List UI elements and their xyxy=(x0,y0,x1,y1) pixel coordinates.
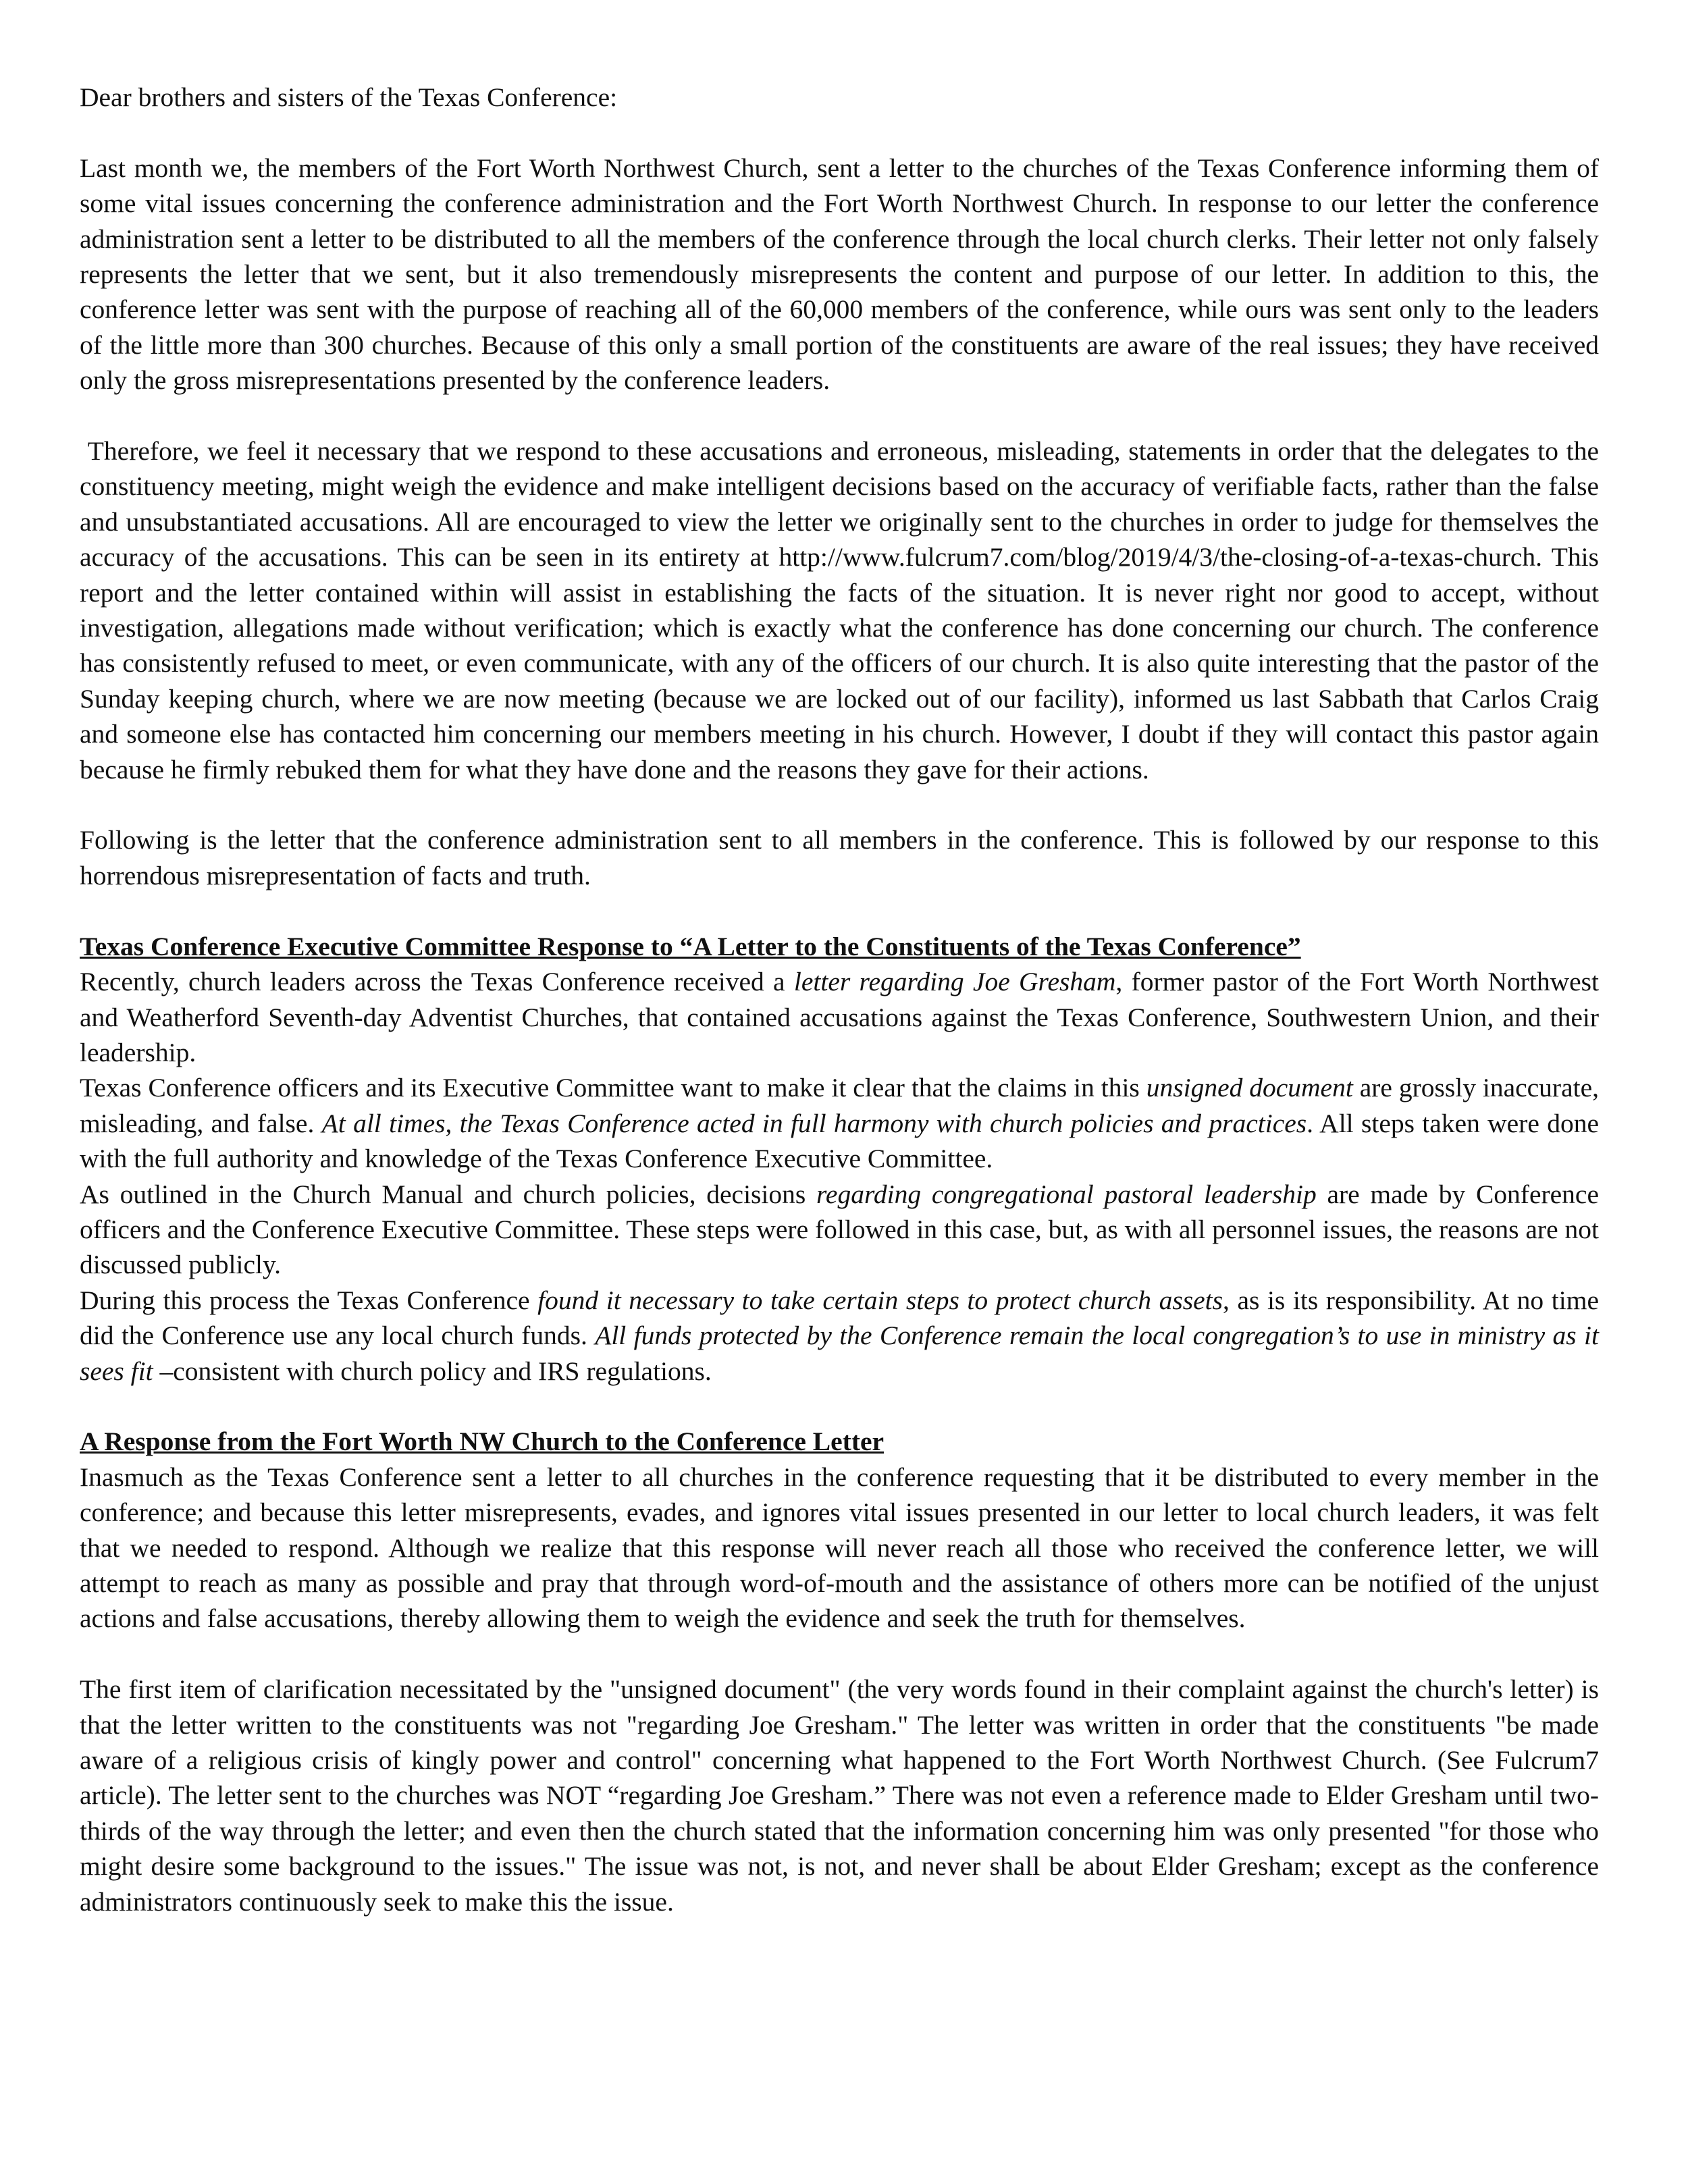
paragraph-gap xyxy=(80,787,1599,822)
paragraph-gap xyxy=(80,1636,1599,1672)
emphasis-text: All funds protected by the Conference remain the local congregation’s to use in ministry as it sees fit xyxy=(80,1321,1599,1386)
emphasis-text: unsigned document xyxy=(1146,1073,1353,1103)
greeting: Dear brothers and sisters of the Texas Conference: xyxy=(80,82,618,112)
emphasis-text: regarding congregational pastoral leadership xyxy=(816,1179,1317,1209)
church-response-paragraph: Inasmuch as the Texas Conference sent a letter to all churches in the conference requesting that it be distributed to every member in the conference; and because this letter misrepresents, evades, and ignores vital issues presented in our letter to local church leaders, it was felt that we needed to respond. Although we realize that this response will never reach all those who received the conference letter, we will attempt to reach as many as possible and pray that through word-of-mouth and the assistance of others more can be notified of the unjust actions and false accusations, thereby allowing them to weigh the evidence and seek the truth for themselves. xyxy=(80,1462,1599,1634)
emphasis-text: letter regarding Joe Gresham xyxy=(793,967,1116,997)
paragraph-gap xyxy=(80,1389,1599,1424)
emphasis-text: found it necessary to take certain steps to protect church assets xyxy=(537,1285,1223,1315)
paragraph-gap xyxy=(80,115,1599,150)
conference-paragraph-process: During this process the Texas Conference found it necessary to take certain steps to protect church assets, as is its responsibility. At no time did the Conference use any local church funds. All funds protected by the Conference remain the local congregation’s to use in ministry as it sees fit –consistent with church policy and IRS regulations. xyxy=(80,1285,1599,1386)
conference-paragraph-manual: As outlined in the Church Manual and church policies, decisions regarding congregational pastoral leadership are made by Conference officers and the Conference Executive Committee. These steps were followed in this case, but, as with all personnel issues, the reasons are not discussed publicly. xyxy=(80,1179,1599,1280)
conference-paragraph-recently: Recently, church leaders across the Texas Conference received a letter regarding Joe Gresham, former pastor of the Fort Worth Northwest and Weatherford Seventh-day Adventist Churches, that contained accusations against the Texas Conference, Southwestern Union, and their leadership. xyxy=(80,967,1599,1067)
paragraph-gap xyxy=(80,398,1599,433)
following-paragraph: Following is the letter that the conference administration sent to all members in the conference. This is followed by our response to this horrendous misrepresentation of facts and truth. xyxy=(80,825,1599,890)
church-response-heading: A Response from the Fort Worth NW Church to the Conference Letter xyxy=(80,1427,885,1457)
paragraph-gap xyxy=(80,893,1599,928)
therefore-text: Therefore, we feel it necessary that we respond to these accusations and erroneous, misleading, statements in order that the delegates to the constituency meeting, might weigh the evidence and make intelligent decisions based on the accuracy of verifiable facts, rather than the false and unsubstantiated accusations. All are encouraged to view the letter we originally sent to the churches in order to judge for themselves the accuracy of the accusations. This can be seen in its entirety at http://www.fulcrum7.com/blog/2019/4/3/the-closing-of-a-texas-church. This report and the letter contained within will assist in establishing the facts of the situation. It is never right nor good to accept, without investigation, allegations made without verification; which is exactly what the conference has done concerning our church. The conference has consistently refused to meet, or even communicate, with any of the officers of our church. It is also quite interesting that the pastor of the Sunday keeping church, where we are now meeting (because we are locked out of our facility), informed us last Sabbath that Carlos Craig and someone else has contacted him concerning our members meeting in his church. However, I doubt if they will contact this pastor again because he firmly rebuked them for what they have done and the reasons they gave for their actions. xyxy=(80,436,1599,784)
emphasis-text: At all times, the Texas Conference acted in full harmony with church policies and practices xyxy=(321,1108,1307,1138)
clarification-paragraph: The first item of clarification necessitated by the "unsigned document" (the very words found in their complaint against the church's letter) is that the letter written to the constituents was not "regarding Joe Gresham." The letter was written in order that the constituents "be made aware of a religious crisis of kingly power and control" concerning what happened to the Fort Worth Northwest Church. (See Fulcrum7 article). The letter sent to the churches was NOT “regarding Joe Gresham.” There was not even a reference made to Elder Gresham until two-thirds of the way through the letter; and even then the church stated that the information concerning him was only presented "for those who might desire some background to the issues." The issue was not, is not, and never shall be about Elder Gresham; except as the conference administrators continuously seek to make this the issue. xyxy=(80,1674,1599,1917)
conference-response-heading: Texas Conference Executive Committee Response to “A Letter to the Constituents of the Texas Conference” xyxy=(80,931,1301,961)
therefore-paragraph xyxy=(80,433,1599,787)
intro-paragraph: Last month we, the members of the Fort Worth Northwest Church, sent a letter to the churches of the Texas Conference informing them of some vital issues concerning the conference administration and the Fort Worth Northwest Church. In response to our letter the conference administration sent a letter to be distributed to all the members of the conference through the local church clerks. Their letter not only falsely represents the letter that we sent, but it also tremendously misrepresents the content and purpose of our letter. In addition to this, the conference letter was sent with the purpose of reaching all of the 60,000 members of the conference, while ours was sent only to the leaders of the little more than 300 churches. Because of this only a small portion of the constituents are aware of the real issues; they have received only the gross misrepresentations presented by the conference leaders. xyxy=(80,153,1599,396)
conference-paragraph-officers: Texas Conference officers and its Executive Committee want to make it clear that the claims in this unsigned document are grossly inaccurate, misleading, and false. At all times, the Texas Conference acted in full harmony with church policies and practices. All steps taken were done with the full authority and knowledge of the Texas Conference Executive Committee. xyxy=(80,1073,1600,1174)
